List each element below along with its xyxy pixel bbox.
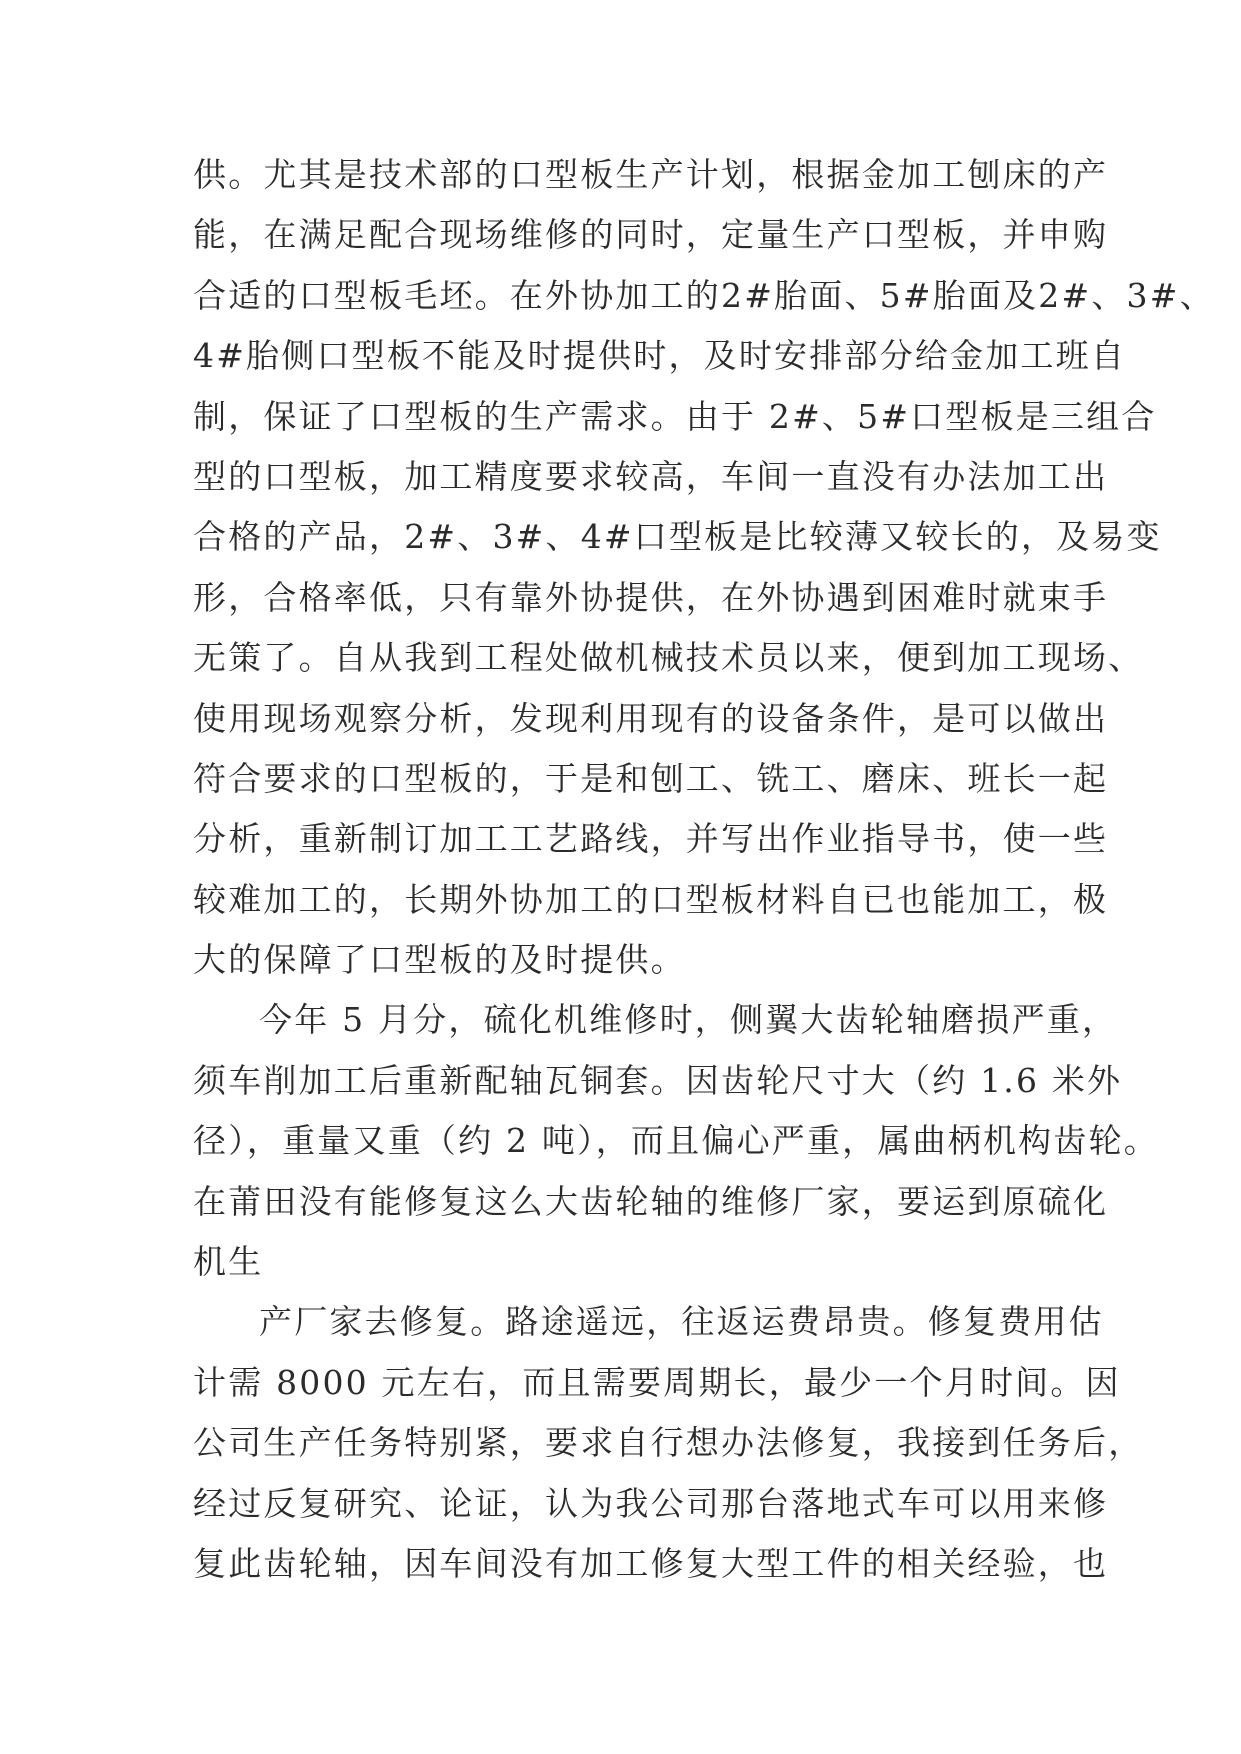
text-line: 在莆田没有能修复这么大齿轮轴的维修厂家，要运到原硫化 [193, 1181, 1109, 1221]
text-line: 经过反复研究、论证，认为我公司那台落地式车可以用来修 [193, 1483, 1109, 1523]
paragraph-start-line: 产厂家去修复。路途遥远，往返运费昂贵。修复费用估 [259, 1302, 1104, 1342]
text-line: 型的口型板，加工精度要求较高，车间一直没有办法加工出 [193, 456, 1109, 496]
text-line: 较难加工的，长期外协加工的口型板材料自已也能加工，极 [193, 879, 1109, 919]
text-line: 形，合格率低，只有靠外协提供，在外协遇到困难时就束手 [193, 577, 1109, 617]
text-line: 制，保证了口型板的生产需求。由于 2#、5#口型板是三组合 [193, 396, 1157, 436]
body-text [193, 145, 1215, 1594]
text-line: 合格的产品，2#、3#、4#口型板是比较薄又较长的，及易变 [193, 517, 1162, 557]
text-line: 径），重量又重（约 2 吨），而且偏心严重，属曲柄机构齿轮。 [193, 1121, 1159, 1161]
text-line: 合适的口型板毛坯。在外协加工的2#胎面、5#胎面及2#、3#、 [193, 275, 1215, 315]
text-line: 机生 [193, 1242, 264, 1282]
paragraph-start-line: 今年 5 月分，硫化机维修时，侧翼大齿轮轴磨损严重， [259, 1000, 1118, 1040]
text-line: 分析，重新制订加工工艺路线，并写出作业指导书，使一些 [193, 819, 1109, 859]
text-line: 供。尤其是技术部的口型板生产计划，根据金加工刨床的产 [193, 155, 1109, 194]
text-line: 复此齿轮轴，因车间没有加工修复大型工件的相关经验，也 [193, 1543, 1109, 1583]
text-line: 计需 8000 元左右，而且需要周期长，最少一个月时间。因 [193, 1362, 1121, 1402]
text-line: 大的保障了口型板的及时提供。 [193, 940, 686, 980]
text-line: 须车削加工后重新配轴瓦铜套。因齿轮尺寸大（约 1.6 米外 [193, 1060, 1123, 1100]
text-line: 公司生产任务特别紧，要求自行想办法修复，我接到任务后， [193, 1423, 1144, 1463]
text-line: 符合要求的口型板的，于是和刨工、铣工、磨床、班长一起 [193, 758, 1109, 798]
text-line: 4#胎侧口型板不能及时提供时，及时安排部分给金加工班自 [193, 336, 1127, 376]
text-line: 无策了。自从我到工程处做机械技术员以来，便到加工现场、 [193, 638, 1144, 678]
text-line: 能，在满足配合现场维修的同时，定量生产口型板，并申购 [193, 215, 1109, 255]
text-line: 使用现场观察分析，发现利用现有的设备条件，是可以做出 [193, 698, 1109, 738]
